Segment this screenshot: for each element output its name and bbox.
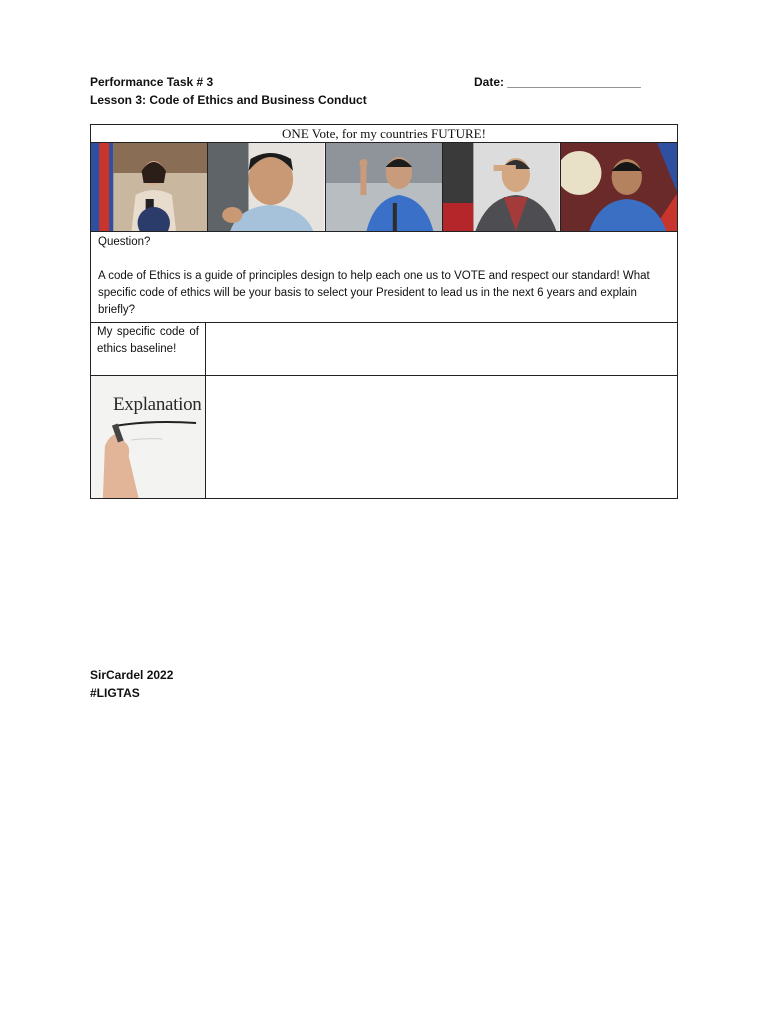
banner-text: ONE Vote, for my countries FUTURE! [91,125,677,143]
date-field: Date: ____________________ [474,75,641,89]
footer-hashtag: #LIGTAS [90,686,140,700]
question-cell [91,232,677,323]
code-of-ethics-row [91,323,677,376]
candidate-photo-4 [443,143,560,231]
candidate-photo-3 [326,143,443,231]
question-text: A code of Ethics is a guide of principles design to help each one us to VOTE and respect our standard! What specific code of ethics will be your basis to select your President to lead us in the next 6 years and explain briefly? [98,270,650,316]
task-table [90,124,678,499]
candidate-photo-1 [91,143,208,231]
code-of-ethics-answer-cell[interactable] [206,323,677,375]
question-label: Question? [98,236,151,248]
candidate-photo-2 [208,143,325,231]
explanation-answer-cell[interactable] [206,376,677,498]
code-of-ethics-label: My specific code of ethics baseline! [97,326,199,355]
explanation-image-text: Explanation [113,394,202,415]
lesson-title: Lesson 3: Code of Ethics and Business Conduct [90,93,367,107]
candidate-photos-row [91,143,677,232]
explanation-row [91,376,677,498]
candidate-photo-5 [561,143,677,231]
task-title: Performance Task # 3 [90,75,214,89]
footer-author: SirCardel 2022 [90,668,174,682]
explanation-image [91,376,205,498]
